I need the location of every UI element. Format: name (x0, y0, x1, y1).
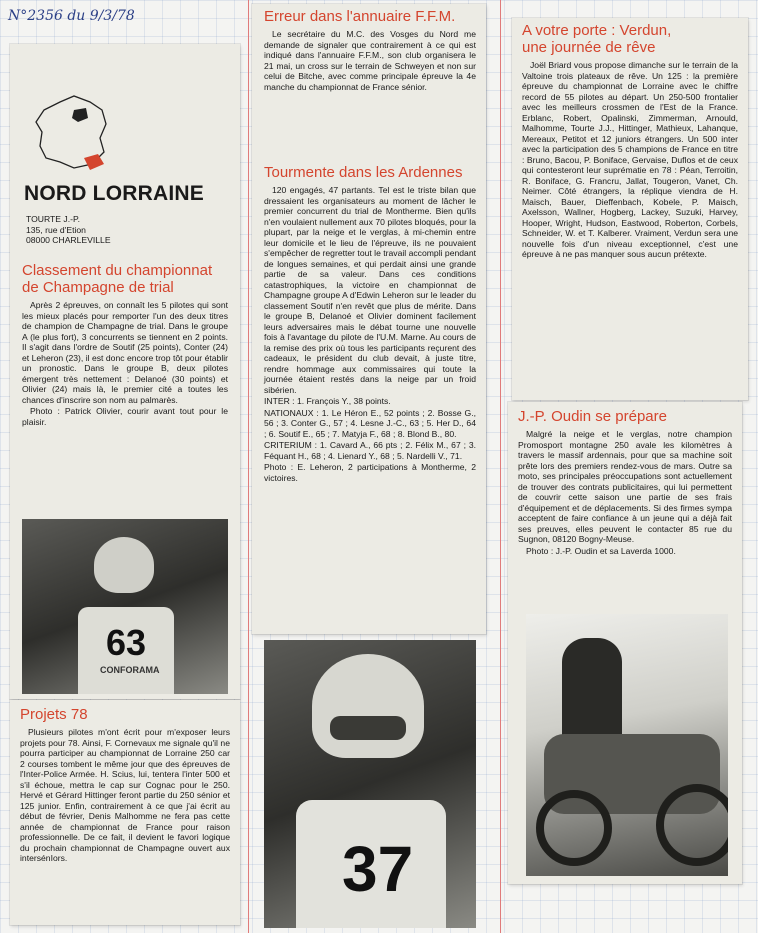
address (26, 214, 111, 246)
article-text: Plusieurs pilotes m'ont écrit pour m'exposer leurs projets pour 78. Ainsi, F. Cornevaux me signale qu'il ne pourra participer au championnat de Lorraine 250 car 2 courses tombent le même jour que des épreuves de l'Inter-Police Armée. H. Scius, lui, tentera l'inter 500 et s'il échoue, mettra le cap sur Cognac pour le 250. Hervé et Gérard Hittinger feront partie du 250 sénior et 125 junior. Enfin, contrairement à ce que j'ai écrit au début de février, Denis Malhomme ne fera pas cette année de championnat de France pour raison professionnelle. De ce fait, il devient le favori logique du prochain championnat de Champagne ouvert aux intersénIors. (20, 727, 230, 863)
article-classement (22, 262, 228, 428)
clipping-middle-column (252, 4, 486, 634)
front-wheel-shape (656, 784, 728, 866)
article-headline: Projets 78 (20, 706, 88, 723)
notebook-margin-line (248, 0, 249, 933)
article-headline: Erreur dans l'annuaire F.F.M. (264, 8, 456, 25)
helmet-shape (312, 654, 424, 758)
results-nationaux: NATIONAUX : 1. Le Héron E., 52 points ; 2. Bosse G., 56 ; 3. Conter G., 57 ; 4. Lesne J.-C., 63 ; 5. Her D., 64 ; 6. Soutif E., 65 ; 7. Matyja F., 68 ; 8. Blond B., 80. (264, 407, 476, 439)
clipping-nord-lorraine (10, 44, 240, 699)
clipping-verdun (512, 18, 748, 400)
article-projets (20, 706, 230, 865)
photo-caption: Photo : Patrick Olivier, courir avant tout pour le plaisir. (22, 406, 228, 427)
article-body (264, 185, 476, 483)
rider-photo-37 (264, 640, 476, 928)
results-inter: INTER : 1. François Y., 38 points. (264, 396, 391, 406)
motorcycle-photo (526, 614, 728, 876)
article-text: Malgré la neige et le verglas, notre champion Promosport montagne 250 avale les kilomètres à travers le massif ardennais, pour que sa machine soit prête lors des premiers rendez-vous de mars. Outre sa moto, ses principales préoccupations sont actuellement de trouver des contrats publicitaires, qui lui permettent de couvrir cette saison une partie de ses frais d'équipement et de déplacements. Si des firmes sympa acceptent de faire confiance à un jeune qui a déjà fait ses preuves, elles peuvent le contacter 85 rue du Sugnon, 08120 Bogny-Meuse. (518, 429, 732, 544)
clipping-oudin (508, 402, 742, 884)
helmet-shape (94, 537, 154, 593)
article-text: 120 engagés, 47 partants. Tel est le triste bilan que dressaient les organisateurs au moment de lâcher le premier concurrent du trial de Montherme. Bien qu'ils n'en voulaient nullement aux 70 pilotes bloqués, pour la plupart, par la neige et le verglas, à mi-chemin entre leur domicile et le lieu de l'épreuve, ils ne pouvaient s'empêcher de regretter tout le travail accompli pendant de longues semaines, et qui perdait ainsi une grande partie de sa valeur. Dans ces conditions catastrophiques, la victoire en championnat de Champagne groupe A d'Edwin Leheron sur le leader du classement Soutif n'en revêt que plus de mérite. Dans le groupe B, Delanoé et Olivier dominent facilement leurs adversaires mais le débat tourne une nouvelle fois à l'avantage du pilote de l'U.M. Marne. Au cours de la remise des prix où tous les participants reçurent des cadeaux, le président du club devait, à juste titre, rendre hommage aux commissaires qui toute la journée étaient restés dans la neige par un froid sibérien. (264, 185, 476, 395)
article-tourmente (264, 164, 476, 484)
article-verdun (522, 22, 738, 261)
article-body (20, 727, 230, 864)
bib-number: 37 (342, 833, 414, 905)
handwritten-note: N°2356 du 9/3/78 (8, 8, 135, 24)
article-text: Après 2 épreuves, on connaît les 5 pilotes qui sont les mieux placés pour remporter l'un des deux titres de champion de Champagne de trial. Dans le groupe A (le plus fort), 3 concurrents se tiennent en 2 points. Il s'agit dans l'ordre de Soutif (25 points), Conter (24) et Leheron (23), il est donc encore trop tôt pour établir un pronostic. Dans le groupe B, deux pilotes émergent très nettement : Delanoé (30 points) et Olivier (24) mais là, le premier cité a toutes les chances d'inscrire son nom au palmarès. (22, 300, 228, 405)
article-body (264, 29, 476, 92)
bib-number: 63 (106, 622, 147, 663)
address-line: TOURTE J.-P. (26, 214, 80, 224)
notebook-margin-line (500, 0, 501, 933)
address-line: 08000 CHARLEVILLE (26, 235, 111, 245)
results-criterium: CRITERIUM : 1. Cavard A., 66 pts ; 2. Félix M., 67 ; 3. Féquant H., 68 ; 4. Lienard Y., 68 ; 5. Nardelli V., 71. (264, 440, 476, 461)
article-headline: J.-P. Oudin se prépare (518, 408, 667, 425)
article-body (518, 429, 732, 556)
article-erreur (264, 8, 476, 93)
article-oudin (518, 408, 732, 557)
brand-title: NORD LORRAINE (24, 182, 204, 205)
bib-sponsor: CONFORAMA (100, 665, 160, 675)
address-line: 135, rue d'Etion (26, 224, 86, 235)
article-headline: Classement du championnat de Champagne de trial (22, 262, 213, 296)
article-headline: Tourmente dans les Ardennes (264, 164, 463, 181)
article-body (22, 300, 228, 427)
article-headline: A votre porte : Verdun, une journée de rêve (522, 22, 672, 56)
photo-caption: Photo : E. Leheron, 2 participations à Montherme, 2 victoires. (264, 462, 476, 483)
article-body (522, 60, 738, 260)
clipping-projets (10, 700, 240, 925)
rider-shape (562, 638, 622, 748)
rider-photo-63 (22, 519, 228, 694)
rear-wheel-shape (536, 790, 612, 866)
goggles-shape (330, 716, 406, 740)
photo-caption: Photo : J.-P. Oudin et sa Laverda 1000. (526, 545, 676, 556)
article-text: Le secrétaire du M.C. des Vosges du Nord me demande de signaler que contrairement à ce qui est indiqué dans l'annuaire F.F.M., son club organisera le 21 mai, un cross sur le terrain de Schweyen et non sur celui de Bitche, avec comme principale épreuve la 4e manche du championnat de France sénior. (264, 29, 476, 92)
article-text: Joël Briard vous propose dimanche sur le terrain de la Valtoine trois plateaux de rêve. Un 125 : la première épreuve du championnat de Lorraine avec le chiffre record de 55 pilotes au départ. Un 250-500 frontalier avec les meilleurs crossmen de l'Est de la France. Erblanc, Robert, Opalinski, Zimmerman, Arnould, Malhomme, Tourte J.J., Hittinger, Mathieux, Lahanque, Mereaux, Petitot et 12 juniors étrangers. Un 500 inter avec la participation des 5 champions de France en titre : Bruno, Bacou, P. Boniface, Gervaise, Duflos et de ceux qui contesteront leur suprématie en 78 : Péan, Terroitin, R. Boniface, G. Francru, Jallat, Tougeron, Vanet, Ch. Neimer. Côté étrangers, la réplique viendra de H. Maisch, Bauer, Dieffenbach, Kobele, P. Maisch, Axelsson, Wallner, Hogberg, Lackey, Suzuki, Harvey, Hooper, Wright, Hudson, Eastwood, Roberton, Corbels, Schneider, W. et T. Kalberer. Vraiment, Verdun sera une nouvelle fois d'un niveau exceptionnel, c'est une épreuve à ne pas manquer sous aucun prétexte. (522, 60, 738, 259)
france-map-icon (30, 92, 114, 174)
